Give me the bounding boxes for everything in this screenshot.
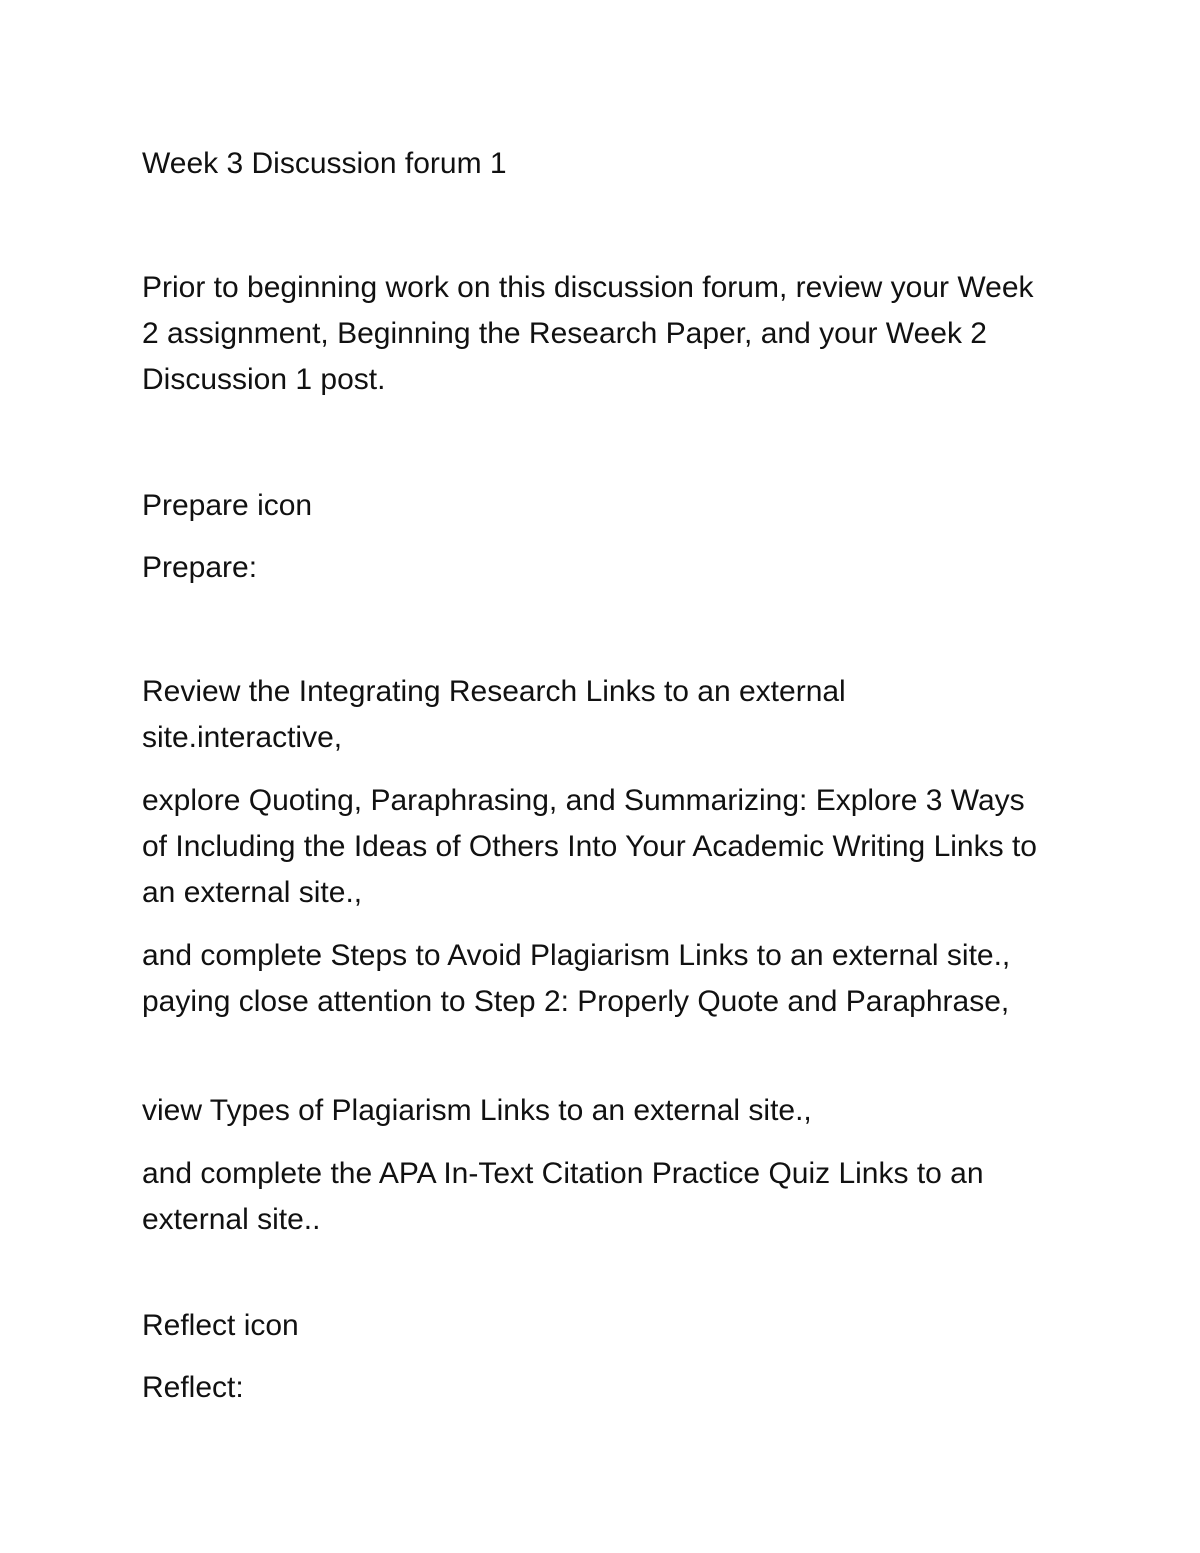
document-title: Week 3 Discussion forum 1 — [142, 147, 507, 180]
prepare-item-quoting-paraphrasing: explore Quoting, Paraphrasing, and Summarizing: Explore 3 Ways of Including the Ideas of Others Into Your Academic Writing Links to an external site., — [142, 784, 1037, 909]
prepare-item-integrating-research: Review the Integrating Research Links to an external site.interactive, — [142, 675, 846, 754]
prepare-item-types-of-plagiarism: view Types of Plagiarism Links to an external site., — [142, 1094, 812, 1127]
reflect-heading: Reflect: — [142, 1371, 244, 1404]
prepare-item-apa-quiz: and complete the APA In-Text Citation Practice Quiz Links to an external site.. — [142, 1157, 984, 1236]
intro-paragraph: Prior to beginning work on this discussion forum, review your Week 2 assignment, Beginning the Research Paper, and your Week 2 Discussion 1 post. — [142, 271, 1034, 396]
prepare-icon-label: Prepare icon — [142, 489, 313, 522]
prepare-item-avoid-plagiarism: and complete Steps to Avoid Plagiarism Links to an external site., paying close attention to Step 2: Properly Quote and Paraphrase, — [142, 939, 1011, 1018]
reflect-icon-label: Reflect icon — [142, 1309, 299, 1342]
prepare-heading: Prepare: — [142, 551, 258, 584]
